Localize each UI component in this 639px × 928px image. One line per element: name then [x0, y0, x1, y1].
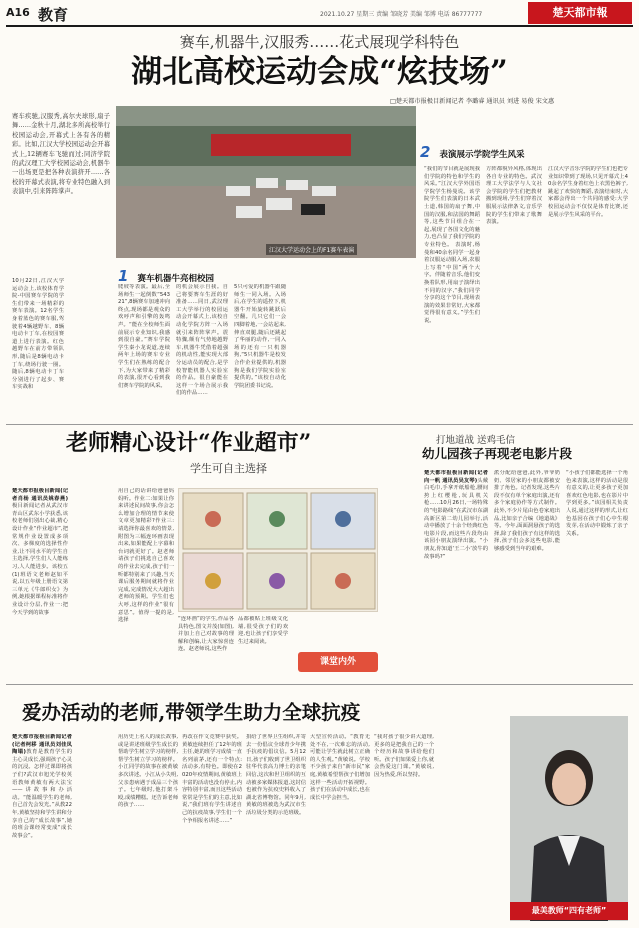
- article2-title: 老师精心设计“作业超市”: [66, 430, 312, 456]
- subhead-number: 2: [420, 143, 431, 161]
- comic-panels-illustration: [179, 489, 379, 613]
- article3-kicker: 打地道战 送鸡毛信: [436, 435, 516, 446]
- article2-col1: 楚天都市报极目新闻(记者肖杨 通讯员姚春燕)极目新闻记者从武汉市青山区武东小学获悉,该校老师们别出心裁,精心设计作业“作业超市”,把常规作业设置成多项次、多梯度的选择性作业,让不同水平的学生自主选择,学生们人人能练习,人人能进步。该校五(1)班语文老师赵如平说,以五年级上册语文第三单元《牛郎织女》为例,她根据课程标准将作业设计分层,作业一:把今天学到的故事: [12, 488, 68, 616]
- page-number: A16: [6, 6, 30, 19]
- article1-col7: 方阵都貌异风格,体现出各自专业的特色。武汉理工大学法学与人文社会学院的学生们把教材搬到现场,学生们穿着汉服展示法律条文,音乐学院的学生们带来了歌舞表演。: [486, 166, 542, 226]
- article4-col3: 再改在作文竞赛中获奖。黄敏连续担任了12年的班主任,她的班学习成绩一直名列前茅,还有一个特点:活动多,有特色。即使在2020年疫情期间,黄敏班上丰富的活动也没有停止,内容特别丰富,而且这些活动常常是学生们的主意,比如说,“我们班有学生讲述自己的抗疫故事,学生们一个个争相报名讲述……”: [182, 734, 242, 824]
- article1-lead: 赛车疾驰,汉服秀,高尔夫球形,扇子舞……金秋十月,湖北多所高校举行校园运动会,开幕式上各有各的精彩。比如,江汉大学校园运动会开幕式上,12辆赛车飞驰而过;同济学院的武汉理工大学校园运动会,机器牛一出场更是把各种表演挤开……各校的开幕式表演,将专业特色融入到表演中,引来阵阵掌声。: [12, 113, 110, 196]
- article2-col4: 品都被贴上班级文化墙,很受孩子们的欢迎,也让孩子们享受学生过来阅读。: [238, 616, 288, 645]
- article3-col2: 派分配给爸爸,此外,爷爷奶奶、邻居家的小朋友都被安排了角色。记者发现,这些片段不仅有单个家庭出演,还有多个家庭协作等方式制作。此外,不少片尾由色卷家庭出品,比如亲子合编《地道战》等。今年,面面洞悬孩子的选择,除了我们孩子有这样的选择,孩子们会多这些电影,能够感受到当年的艰难。: [494, 470, 560, 552]
- article2-col3: “连环画”的学生,作品各具特色,图文并茂(如图),并加上自己对故事的理解和创编,让大家惊喜连连。赵老师说,这些作: [178, 616, 234, 653]
- teacher-portrait-illustration: [510, 716, 628, 921]
- article4-title: 爱办活动的老师,带领学生助力全球抗疫: [22, 701, 361, 724]
- article4-col1: 楚天都市报极目新闻记者(记者柯移 通讯员刘佳凤 陶塌)教育是教育学生的主心灵成长,强调孩子心灵的沉浸。怎样过课即将孩子们?武汉市旭光学校英语教师黄敏有两大法宝——讲故事和办活动。“能温暖学生的老师,自己首先会发光。”从教22年,黄敏坚持和学生讲和分享自己的“成长故事”,她的班会课经常变成“成长故事会”。: [12, 734, 72, 839]
- header-rule: [6, 25, 633, 27]
- racecar-photo-illustration: [116, 106, 416, 258]
- article1-photo-caption: 江汉大学运动会上的F1赛车表演: [266, 244, 357, 255]
- section-title: 教育: [38, 6, 69, 24]
- article1-title: 湖北高校运动会成“炫技场”: [131, 54, 508, 90]
- student-comic-artwork: [178, 488, 378, 612]
- subhead-text: 赛车机器牛亮相校园: [137, 274, 215, 284]
- article1-kicker: 赛车,机器牛,汉服秀……花式展现学科特色: [179, 33, 460, 51]
- subhead-number: 1: [118, 267, 129, 285]
- subhead-text: 表演展示学院学生风采: [439, 150, 525, 160]
- newspaper-logo: 楚天都市報: [528, 2, 632, 24]
- article1-subhead-1: [118, 266, 418, 285]
- article3-col1: 楚天都市报极目新闻(记者向一帆 通讯员吴友琴)头戴白毛巾,手拿开纸船枪,腰间挎上红缨枪,玩具机关枪……10月26日,一场特殊的“电影路线”在武汉市东湖高新区第二幼儿园举行,活动中播放了十余个经典红色电影片段,而这些片段均由该园小朋友演绎出演。“小朋友,你知道‘王二小’放牛的故事吗?”: [424, 470, 488, 560]
- article2-col2: 用自己的话讲给爸爸妈妈听。作业二:如果让你来讲述民间故事,你会怎么增加合理的情节来使文章更加精彩?作业三:请选择你最喜欢的情景,附图为三幅连环画表现出来,如果能配上字幕和台词就更好了。赵老师请孩子们挑选自己喜欢的作业去完成,孩子们一听都特别来了兴趣,当天课后服务期间就将作业完成,完成情况大大超出老师的预期。学生们也大呼,这样的作业“很有意思”。值得一提的是,选择: [118, 488, 174, 624]
- teacher-photo-caption: 最美教师“四有老师”: [510, 902, 628, 920]
- article1-photo: [116, 106, 416, 258]
- classroom-tag-badge: 课堂内外: [298, 652, 378, 672]
- article3-col3: “小孩子们都能选择一个角色来表演,这样的活动是很有意义的,让更多孩子更加喜欢红色电影,也在影片中学到更多。”该园相关负责人说,通过这样的形式,让红色基因在孩子们心中生根发芽,在活动中锻炼了亲子关系。: [566, 470, 628, 537]
- article1-col3: 的机会展示自我。自己将要赛车生涯的好准备……同日,武汉理工大学举行的校园运动会开幕式上,该校自动化学院方阵一入场就引来阵阵掌声。震特骤,颇有气势地越野车,机器牛凭借着超强的机动性,能实现大部分运动员的配合,是学校智能机器人实验室的作品。很自豪能在这样一个场合展示我们的作品……: [176, 284, 228, 397]
- article1-col5: “我们的节目就是展现我们学院的特色和学生的风采。”江汉大学外国语学院学生杨曼说。该学院学生们表演的日本武士道,韩国的扇子舞,中国的汉服,和法国的舞蹈等,这些节目组合在一起,展现了各国文化的魅力,也凸显了我们学院的专业特色。 表演时,杨曼和40余名同学一起身着汉服运动服入场,农服上写着“中国”两个大字。伴随着音乐,他们变换着队形,用扇子演绎出不同的汉字,“我们同学分享的这个节目,现场表演的效果非常好,大家都觉得很有意义。”学生们说。: [424, 166, 480, 324]
- article1-col4: 5只可爱的机器牛跟随师生一同入场。入场后,在学生的遥控下,机器牛开始旋转跳跃后空翻。几只它们一会四脚着地,一会站起来,伸直双腿,随后还跳起了华丽的动作,一同入场的还有一只机器狗,“5只机器牛是校发合作企业提供的,机器狗是我们学院实验室提供的。”该校自动化学院团委书记说。: [234, 284, 286, 389]
- article1-col2: 爬坡等表演。最后,全场师生一起倒数“54321”,8辆赛车加速冲向终点,现场都是观众的欢呼声和引擎的轰鸣声。“能在全校师生面前展示专业知识,我感到很自豪。”赛车学院学生秦小龙说道,连续两年上场的赛车专业学生们在熟练的配合下,为大家带来了精彩的表演,很开心看到我们赛车学院的风采。: [118, 284, 170, 389]
- article1-subhead-2: [420, 142, 630, 161]
- issue-meta: 2021.10.27 星期三 责编 邹晓芳 美编 邹博 电话 86777777: [320, 11, 483, 18]
- article1-byline: □楚天都市报极目新闻记者 李璐睿 通讯员 刘进 易俊 宋文惠: [390, 98, 555, 105]
- divider: [6, 424, 633, 425]
- article4-col5: 大型宣传活动。“教育无处不在,一次难忘的活动,可能让学生就此树立正确的人生观。”黄敏说。学校不少孩子来自“新市民”家庭,黄敏希望帮孩子们增加这样一些活动开拓视野。孩子们在活动中成长,也在成长中学会担当。: [310, 734, 370, 801]
- article4-col4: 捐给了世界卫生组织,并寄去一份倡议全球青少年携手抗疫的倡议信。5月12日,孩子们收到了世卫组织驻华代表高力博士的亲笔回信,这次和世卫组织的互动被多家媒体报道,这封信也被作为抗疫史料收入了湖北省博物馆。同年9月,黄敏的班被选为武汉市生活垃圾分类的示范班级。: [246, 734, 306, 816]
- article1-col8: 江汉大学音乐学院的学生们也把专业知识带到了现场,只见开幕式上40余名学生身着红色上衣黑色裤子,跳起了欢快的舞蹈,表演结束时,大家都会得出一个共同的感受:大学校园运动会不仅仅是体育比赛,还是展示学生风采的平台。: [548, 166, 628, 218]
- divider: [6, 684, 633, 685]
- teacher-photo: [510, 716, 628, 921]
- article3-title: 幼儿园孩子再现老电影片段: [422, 446, 573, 461]
- article4-col6: “我对孩子很少讲大道理,更多的是把我自己的一个个经历和故事讲给他们听。孩子们如果爱上你,就会热爱这门课。”黄敏说,因为热爱,所以坚持。: [374, 734, 434, 778]
- article1-col1b: [68, 278, 114, 420]
- article1-col1: 10月22日,江汉大学运动会上,该校体育学院-中国赛车学院的学生们带来一场精彩的赛车表演。12名学生身着蓝色的赛车服,驾驶着4辆越野车、8辆电动卡丁车,在校园赛道上进行表演。红色越野车在前方带领队形,随后是8辆电动卡丁车,绕场行驶一圈。随后,8辆电动卡丁车分别进行了起步、赛车实战和: [12, 278, 64, 391]
- article2-subtitle: 学生可自主选择: [190, 462, 267, 475]
- article4-col2: 用历史上名人的成长故事,或是讲述班级学生成长的帮助学生树立学习的榜样,帮学生树立学习的榜样。小江同学的故事在被黄敏多次讲述。小江从小失明,父亲患病遇于成品三个孩子。七年级时,他打架斗殴,成绩糟糕。还告诉老师的孩子……: [118, 734, 178, 809]
